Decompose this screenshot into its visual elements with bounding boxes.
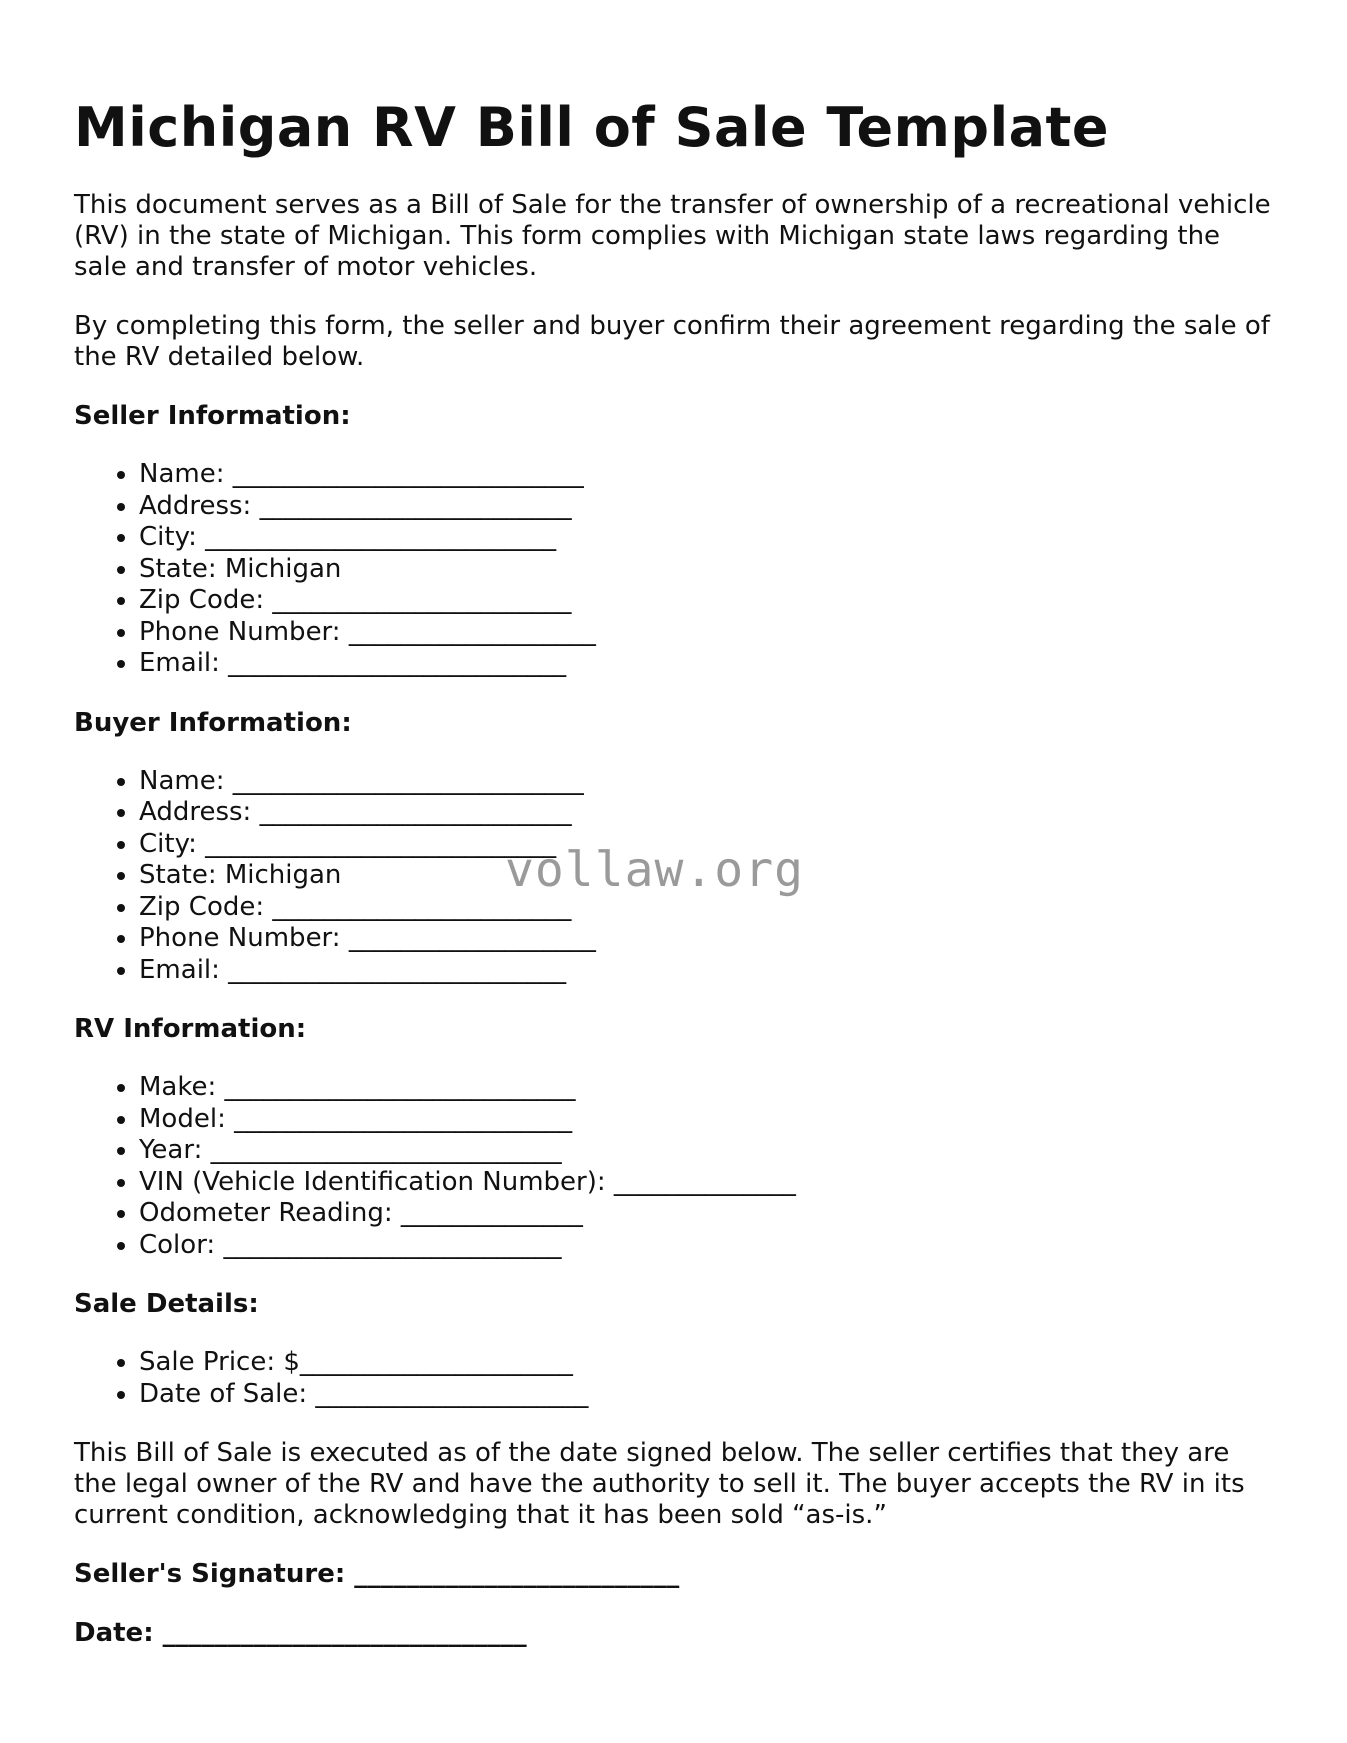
seller-phone-field: • Phone Number: ___________________ <box>139 617 1274 649</box>
seller-field-list <box>74 459 1274 680</box>
rv-model-field: • Model: __________________________ <box>139 1104 1274 1136</box>
buyer-address-field: • Address: ________________________ <box>139 797 1274 829</box>
buyer-phone-field: • Phone Number: ___________________ <box>139 923 1274 955</box>
rv-color-field: • Color: __________________________ <box>139 1230 1274 1262</box>
seller-zip-field: • Zip Code: _______________________ <box>139 585 1274 617</box>
intro-paragraph-1: This document serves as a Bill of Sale for the transfer of ownership of a recreational vehicle (RV) in the state of Michigan. This form complies with Michigan state laws regarding the sale and transfer of motor vehicles. <box>74 190 1271 282</box>
buyer-state-field: • State: Michigan <box>139 860 1274 892</box>
rv-year-field: • Year: ___________________________ <box>139 1135 1274 1167</box>
watermark-text: vollaw.org <box>505 842 804 898</box>
rv-make-field: • Make: ___________________________ <box>139 1072 1274 1104</box>
seller-state-field: • State: Michigan <box>139 554 1274 586</box>
rv-odometer-field: • Odometer Reading: ______________ <box>139 1198 1274 1230</box>
seller-name-field: • Name: ___________________________ <box>139 459 1274 491</box>
buyer-section-heading: Buyer Information: <box>74 707 352 738</box>
seller-city-field: • City: ___________________________ <box>139 522 1274 554</box>
sale-section-heading: Sale Details: <box>74 1289 259 1319</box>
closing-paragraph: This Bill of Sale is executed as of the date signed below. The seller certifies that they are the legal owner of the RV and have the authority to sell it. The buyer accepts the RV in its current condition, acknowledging that it has been sold “as-is.” <box>74 1438 1245 1530</box>
seller-section-heading: Seller Information: <box>74 401 351 431</box>
buyer-zip-field: • Zip Code: _______________________ <box>139 892 1274 924</box>
seller-email-field: • Email: __________________________ <box>139 648 1274 680</box>
page-title: Michigan RV Bill of Sale Template <box>74 96 1109 159</box>
seller-signature-line: Seller's Signature: _________________________ <box>74 1559 680 1589</box>
buyer-email-field: • Email: __________________________ <box>139 955 1274 987</box>
seller-address-field: • Address: ________________________ <box>139 491 1274 523</box>
buyer-name-field: • Name: ___________________________ <box>139 766 1274 798</box>
sale-price-field: • Sale Price: $_____________________ <box>139 1347 1274 1379</box>
rv-section-heading: RV Information: <box>74 1014 307 1044</box>
sale-field-list <box>74 1347 1274 1410</box>
rv-vin-field: • VIN (Vehicle Identification Number): ______________ <box>139 1167 1274 1199</box>
sale-date-field: • Date of Sale: _____________________ <box>139 1379 1274 1411</box>
buyer-city-field: • City: ___________________________ <box>139 829 1274 861</box>
rv-field-list <box>74 1072 1274 1261</box>
intro-paragraph-2: By completing this form, the seller and buyer confirm their agreement regarding the sale of the RV detailed below. <box>74 311 1270 372</box>
signature-date-line: Date: ____________________________ <box>74 1618 527 1648</box>
